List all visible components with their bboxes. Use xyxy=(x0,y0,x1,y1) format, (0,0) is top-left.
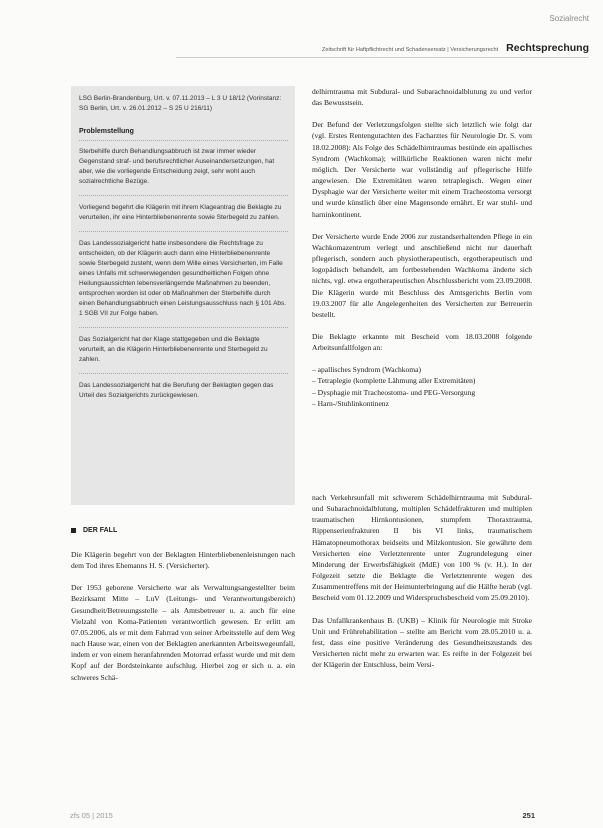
list-item: – apallisches Syndrom (Wachkoma) xyxy=(312,365,422,375)
section-title: Rechtsprechung xyxy=(506,42,589,54)
injury-list xyxy=(312,364,532,409)
problem-heading: Problemstellung xyxy=(79,126,288,141)
section-heading-der-fall xyxy=(71,527,117,534)
body-paragraph: Der 1953 geborene Versicherte war als Verwaltungsangestellter beim Bezirksamt Mitte – LuV (Leitungs- und Verantwortungsbereich) Gesundheit/Betreuungsstelle – als Amtsbetreuer u. a. auch für eine Vielzahl von Koma-Patienten verantwortlich gewesen. Er erlitt am 07.05.2006, als er mit dem Fahrrad von seiner Arbeitsstelle auf dem Weg nach Hause war, einen von der Beklagten anerkannten Arbeitswegeunfall, indem er von einem heranfahrenden Motorrad erfasst wurde und mit dem Kopf auf der Bordsteinkante aufschlug. Hierbei zog er sich u. a. ein schweres Schä- xyxy=(71,583,295,682)
body-paragraph: Der Befund der Verletzungsfolgen stellte sich letztlich wie folgt dar (vgl. Erstes Rentengutachten des Facharztes für Neurologie Dr. S. vom 18.02.2008): Als Folge des Schädelhirntraumas bestünde ein apallisches Syndrom (Wachkoma); willkürliche Reaktionen waren nicht mehr möglich. Der Versicherte war vollständig auf pflegerische Hilfe angewiesen. Die Extremitäten waren tetraplegisch. Wegen einer Dysphagie war der Versicherte weiter mit einem Tracheostoma versorgt und wurde künstlich über eine Magensonde ernährt. Er war stuhl- und harninkontinent. xyxy=(312,120,532,219)
box-paragraph: Das Sozialgericht hat der Klage stattgegeben und die Beklagte verurteilt, an die Klägerin Hinterbliebenenrente und Sterbegeld zu zahlen. xyxy=(79,336,268,363)
case-citation: LSG Berlin-Brandenburg, Urt. v. 07.11.2013 – L 3 U 18/12 (Vorinstanz: SG Berlin, Urt. v. 26.01.2012 – S 25 U 216/11) xyxy=(79,95,282,112)
box-divider xyxy=(79,373,288,374)
box-paragraph: Das Landessozialgericht hat die Berufung der Beklagten gegen das Urteil des Sozialgerichts zurückgewiesen. xyxy=(79,382,274,399)
body-paragraph: Das Unfallkrankenhaus B. (UKB) – Klinik für Neurologie mit Stroke Unit und Frührehabilitation – stellte am Bericht vom 28.05.2010 u. a. fest, dass eine positive Veränderung des Gesundheitszustands des Versicherten nicht mehr zu erwarten war. Es reifte in der Folgezeit bei der Klägerin der Entschluss, beim Versi- xyxy=(312,615,532,670)
list-item: – Tetraplegie (komplette Lähmung aller Extremitäten) xyxy=(312,376,476,386)
header-divider xyxy=(176,57,589,58)
bullet-square-icon xyxy=(71,528,76,533)
box-divider xyxy=(79,195,288,196)
section-heading-label: DER FALL xyxy=(83,527,118,534)
page-footer xyxy=(70,811,535,820)
body-paragraph: Die Klägerin begehrt von der Beklagten Hinterbliebenenleistungen nach dem Tod ihres Ehemanns H. S. (Versicherter). xyxy=(71,550,295,571)
summary-box xyxy=(71,86,295,505)
list-item: – Dysphagie mit Tracheostoma- und PEG-Versorgung xyxy=(312,387,476,397)
body-paragraph: delhirntrauma mit Subdural- und Subarachnoidalblutung zu und verlor das Bewusstsein. xyxy=(312,87,532,108)
box-divider xyxy=(79,231,288,232)
body-paragraph: Die Beklagte erkannte mit Bescheid vom 18.03.2008 folgende Arbeitsunfallfolgen an: xyxy=(312,331,532,353)
box-divider xyxy=(79,327,288,328)
box-paragraph: Sterbehilfe durch Behandlungsabbruch ist zwar immer wieder Gegenstand straf- und berufsrechtlicher Auseinandersetzungen, hat aber, wie die vorliegende Entscheidung zeigt, sehr wohl auch sozialrechtliche Bezüge. xyxy=(79,148,275,185)
corner-section-note: Sozialrecht xyxy=(549,14,589,23)
body-paragraph: Der Versicherte wurde Ende 2006 zur zustandserhaltenden Pflege in ein Wachkomazentrum verlegt und anschließend nicht nur dauerhaft pflegerisch, sondern auch physiotherapeutisch, ergotherapeutisch und logopädisch behandelt, am fortbestehenden Wachkoma änderte sich nichts, vgl. etwa ergotherapeutischen Abschlussbericht vom 23.09.2008. Die Klägerin wurde mit Beschluss des Amtsgerichts Berlin vom 19.03.2007 für alle Angelegenheiten des Versicherten zur Betreuerin bestellt. xyxy=(312,231,532,319)
right-column-bottom-text xyxy=(312,492,532,670)
issue-label: zfs 05 | 2015 xyxy=(70,811,113,820)
box-paragraph: Das Landessozialgericht hatte insbesondere die Rechtsfrage zu entscheiden, ob der Klägerin auch dann eine Hinterbliebenenrente sowie Sterbegeld zusteht, wenn dem Wille eines Versicherten, im Falle eines Unfalls mit schwerwiegenden gesundheitlichen Folgen ohne Heilungsaussichten lebensverlängernde Maßnahmen zu beenden, entsprochen worden ist oder ob Maßnahmen der Sterbehilfe durch einen Behandlungsabbruch einen Leistungsausschluss nach § 101 Abs. 1 SGB VII zur Folge haben. xyxy=(79,240,287,317)
running-header xyxy=(159,38,589,56)
list-item: – Harn-/Stuhlinkontinenz xyxy=(312,398,389,408)
body-paragraph: nach Verkehrsunfall mit schwerem Schädelhirntrauma mit Subdural- und Subarachnoidalblutung, multiplen Schädelfrakturen und multiplen traumatischen Hirnkontusionen, stumpfem Thoraxtrauma, Rippenserienfrakturen II bis VI links, traumatischem Hämatopneumothorax beidseits und Milzkontusion. Sie gewährte dem Versicherten eine Verletztenrente unter Zugrundelegung einer Minderung der Erwerbsfähigkeit (MdE) von 100 % (v. H.). In der Folgezeit setzte die Beklagte die Verletztenrente wegen des Zusammentreffens mit der Heimunterbringung auf die Hälfte herab (vgl. Bescheid vom 01.12.2009 und Widerspruchsbescheid vom 25.09.2010). xyxy=(312,493,532,603)
right-column-top-text xyxy=(312,86,532,409)
journal-subtitle: Zeitschrift für Haftpflichtrecht und Schadensersatz | Versicherungsrecht xyxy=(321,47,499,53)
box-paragraph: Vorliegend begehrt die Klägerin mit ihrem Klageantrag die Beklagte zu verurteilen, ihr eine Hinterbliebenenrente sowie Sterbegeld zu zahlen. xyxy=(79,204,282,221)
page-number: 251 xyxy=(522,811,535,820)
left-column-text xyxy=(71,549,295,683)
